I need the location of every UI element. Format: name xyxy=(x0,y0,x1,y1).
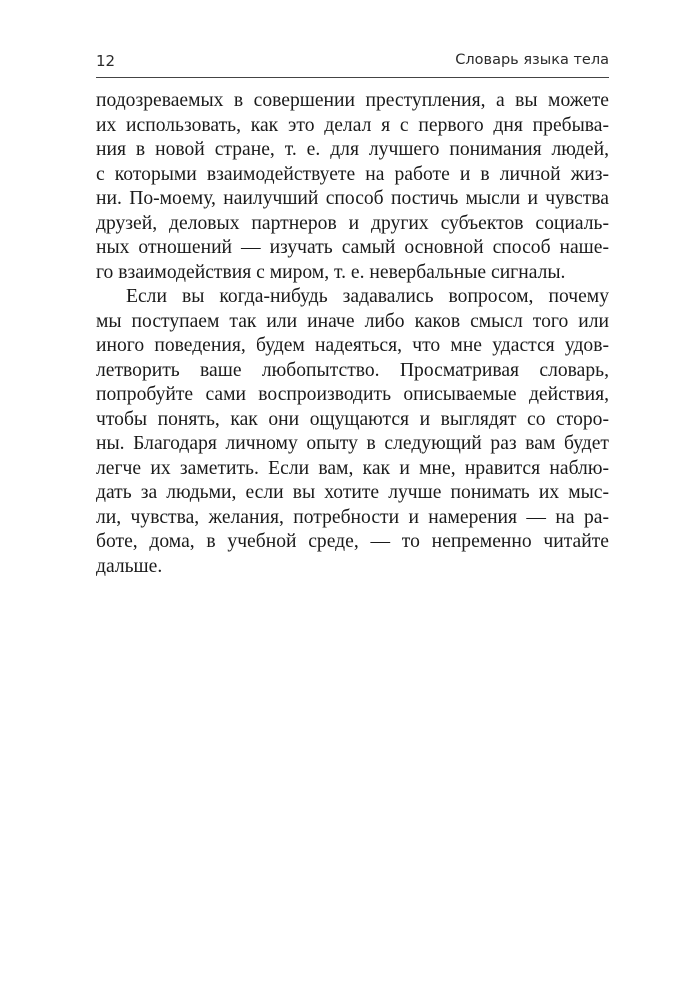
text-line: легче их заметить. Если вам, как и мне, нравится наблю- xyxy=(96,457,609,479)
page-number: 12 xyxy=(96,52,116,70)
text-line: ни. По-моему, наилучший способ постичь мысли и чувства xyxy=(96,188,609,209)
text-line: го взаимодействия с миром, т. е. невербальные сигналы. xyxy=(96,261,566,283)
text-line: мы поступаем так или иначе либо каков смысл того или xyxy=(96,310,609,332)
paragraph-1 xyxy=(96,89,609,285)
body-text xyxy=(96,89,609,579)
text-line: ных отношений — изучать самый основной способ наше- xyxy=(96,237,609,258)
text-line: подозреваемых в совершении преступления, а вы можете xyxy=(96,90,609,111)
text-line: дальше. xyxy=(96,555,163,577)
running-header xyxy=(96,50,609,74)
text-line: попробуйте сами воспроизводить описываемые действия, xyxy=(96,384,609,405)
paragraph-2 xyxy=(96,285,609,579)
text-line: ли, чувства, желания, потребности и намерения — на ра- xyxy=(96,506,609,528)
text-line: с которыми взаимодействуете на работе и в личной жиз- xyxy=(96,163,609,185)
text-line: летворить ваше любопытство. Просматривая словарь, xyxy=(96,359,609,381)
running-title: Словарь языка тела xyxy=(455,52,609,68)
header-rule xyxy=(96,77,609,78)
text-line: дать за людьми, если вы хотите лучше понимать их мыс- xyxy=(96,482,609,503)
text-line: боте, дома, в учебной среде, — то непременно читайте xyxy=(96,531,609,552)
text-line: Если вы когда-нибудь задавались вопросом, почему xyxy=(126,286,609,307)
text-line: их использовать, как это делал я с первого дня пребыва- xyxy=(96,114,609,136)
text-line: друзей, деловых партнеров и других субъектов социаль- xyxy=(96,212,609,234)
text-line: иного поведения, будем надеяться, что мне удастся удов- xyxy=(96,335,609,356)
text-line: ния в новой стране, т. е. для лучшего понимания людей, xyxy=(96,139,609,160)
text-line: чтобы понять, как они ощущаются и выглядят со сторо- xyxy=(96,408,609,430)
text-line: ны. Благодаря личному опыту в следующий раз вам будет xyxy=(96,433,609,454)
